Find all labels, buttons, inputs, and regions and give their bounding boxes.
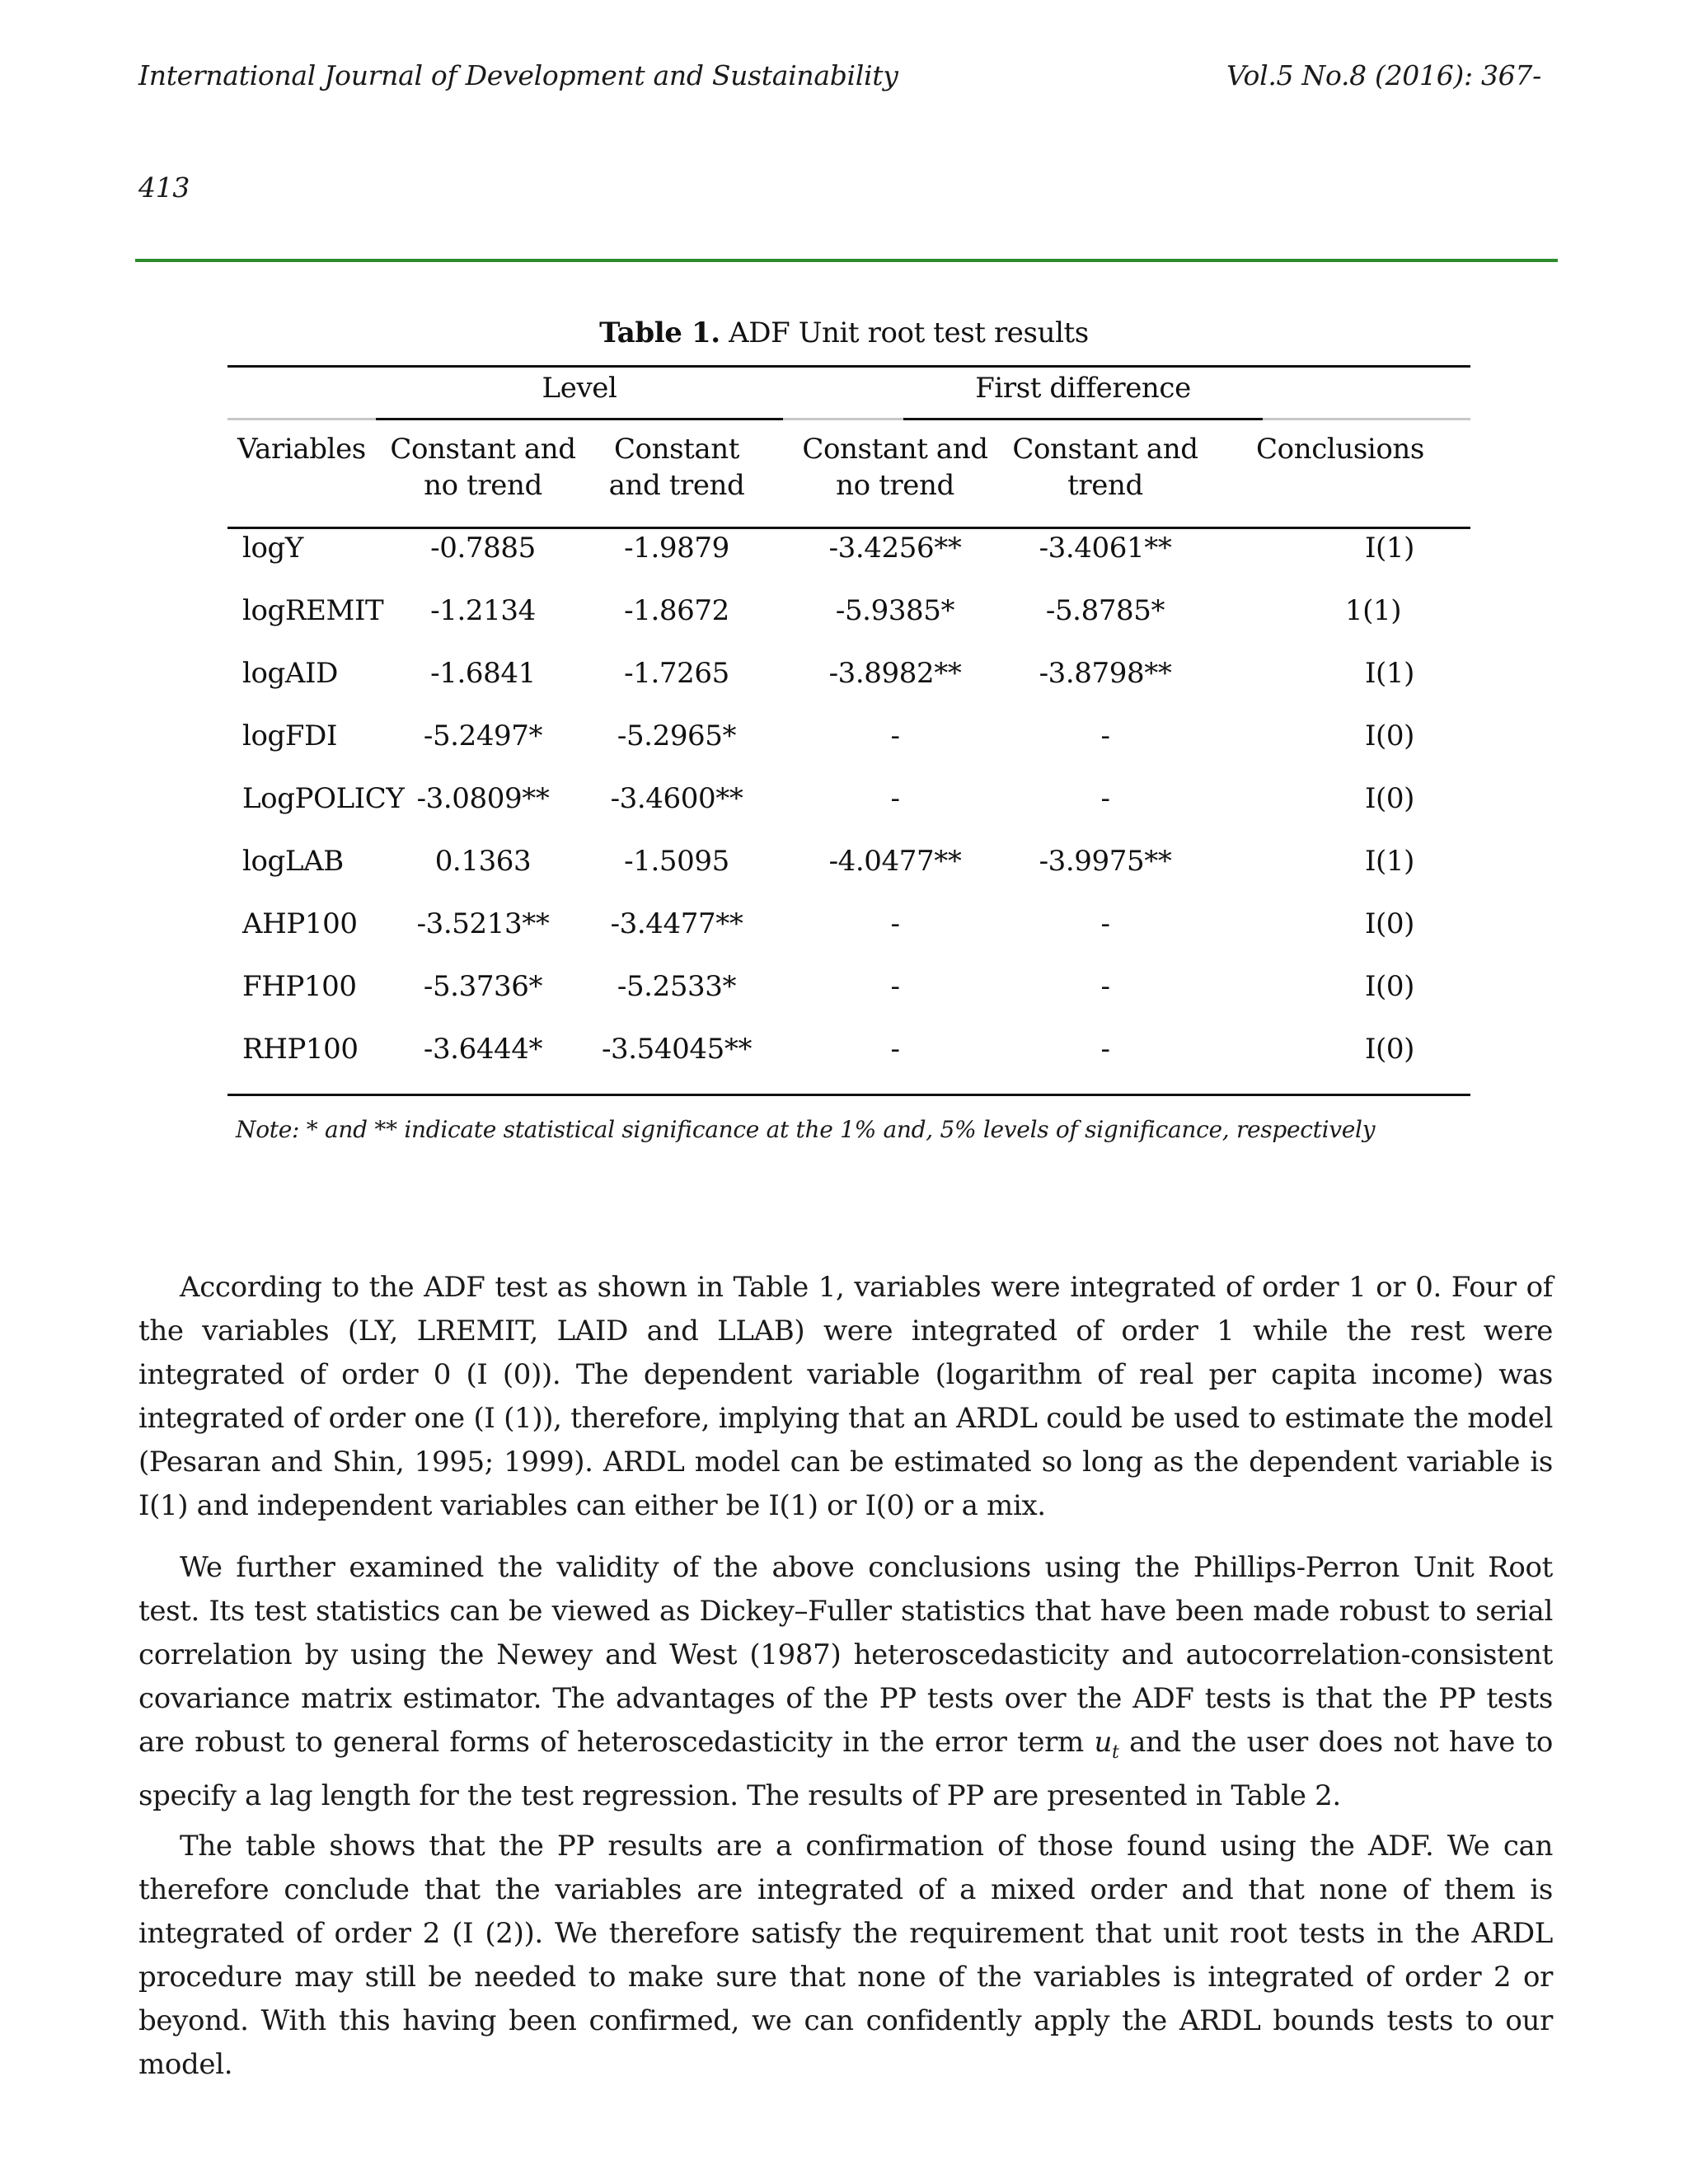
row-conclusion: I(1) <box>1365 532 1414 565</box>
paragraph-2-text-b: and the user does not have to specify a lag length for the test regression. The results of PP are presented in Table 2. <box>138 1726 1553 1812</box>
row-conclusion: I(1) <box>1365 845 1414 878</box>
row-variable: logREMIT <box>242 594 384 627</box>
first-difference-underline <box>903 418 1263 420</box>
row-level-const-trend: -1.8672 <box>624 594 729 627</box>
row-level-const-notrend: 0.1363 <box>434 845 532 878</box>
row-level-const-trend: -5.2533* <box>617 970 737 1003</box>
row-fd-const-trend: - <box>1100 907 1110 940</box>
row-fd-const-notrend: - <box>890 907 900 940</box>
row-variable: FHP100 <box>242 970 357 1003</box>
row-fd-const-notrend: -3.8982** <box>828 657 962 690</box>
row-fd-const-notrend: - <box>890 970 900 1003</box>
row-level-const-notrend: -3.5213** <box>416 907 550 940</box>
table-caption <box>0 316 1688 349</box>
row-fd-const-notrend: - <box>890 782 900 815</box>
row-variable: logFDI <box>242 719 337 752</box>
row-level-const-notrend: -0.7885 <box>430 532 536 565</box>
row-variable: LogPOLICY <box>242 782 405 815</box>
row-conclusion: I(0) <box>1365 907 1414 940</box>
journal-title: International Journal of Development and Sustainability <box>138 59 898 91</box>
col-header-conclusions: Conclusions <box>1256 433 1424 466</box>
row-level-const-trend: -3.4600** <box>610 782 743 815</box>
row-fd-const-trend: -3.4061** <box>1039 532 1172 565</box>
volume-info: Vol.5 No.8 (2016): 367- <box>1226 59 1541 91</box>
paragraph-3-text: The table shows that the PP results are a confirmation of those found using the ADF. We can therefore conclude that the variables are integrated of a mixed order and that none of them is integrated of order 2 (I (2)). We therefore satisfy the requirement that unit root tests in the ARDL procedure may still be needed to make sure that none of the variables is integrated of order 2 or beyond. With this having been confirmed, we can confidently apply the ARDL bounds tests to our model. <box>138 1830 1553 2081</box>
table-caption-text: ADF Unit root test results <box>729 316 1089 349</box>
row-fd-const-notrend: -4.0477** <box>828 845 962 878</box>
table-bottom-rule <box>227 1094 1470 1096</box>
row-fd-const-notrend: -3.4256** <box>828 532 962 565</box>
row-level-const-trend: -1.9879 <box>624 532 729 565</box>
table-header-rule <box>227 527 1470 529</box>
row-fd-const-trend: -5.8785* <box>1045 594 1165 627</box>
row-conclusion: I(0) <box>1365 1033 1414 1066</box>
row-level-const-notrend: -1.2134 <box>430 594 536 627</box>
row-fd-const-trend: - <box>1100 782 1110 815</box>
col-header-fd-const-trend-line2: trend <box>1067 469 1143 502</box>
group-header-first-difference: First difference <box>975 372 1191 405</box>
col-header-fd-const-notrend-line2: no trend <box>836 469 954 502</box>
row-level-const-notrend: -1.6841 <box>430 657 536 690</box>
row-fd-const-trend: - <box>1100 970 1110 1003</box>
col-header-variables: Variables <box>237 433 366 466</box>
row-level-const-notrend: -3.0809** <box>416 782 550 815</box>
body-paragraph-3 <box>138 1825 1553 2087</box>
row-fd-const-trend: -3.8798** <box>1039 657 1172 690</box>
row-fd-const-trend: -3.9975** <box>1039 845 1172 878</box>
row-level-const-trend: -3.4477** <box>610 907 743 940</box>
col-header-level-const-notrend-line1: Constant and <box>390 433 576 466</box>
row-fd-const-notrend: - <box>890 1033 900 1066</box>
row-level-const-trend: -5.2965* <box>617 719 737 752</box>
paragraph-1-text: According to the ADF test as shown in Table 1, variables were integrated of order 1 or 0. Four of the variables (LY, LREMIT, LAID and LLAB) were integrated of order 1 while the rest were integrated of order 0 (I (0)). The dependent variable (logarithm of real per capita income) was integrated of order one (I (1)), therefore, implying that an ARDL could be used to estimate the model (Pesaran and Shin, 1995; 1999). ARDL model can be estimated so long as the dependent variable is I(1) and independent variables can either be I(1) or I(0) or a mix. <box>138 1271 1553 1522</box>
table-caption-label: Table 1. <box>599 316 720 349</box>
row-variable: logLAB <box>242 845 344 878</box>
col-header-level-const-trend-line1: Constant <box>613 433 740 466</box>
row-fd-const-notrend: - <box>890 719 900 752</box>
row-variable: logY <box>242 532 303 565</box>
row-conclusion: 1(1) <box>1344 594 1402 627</box>
row-conclusion: I(0) <box>1365 782 1414 815</box>
error-term-symbol <box>1094 1726 1119 1763</box>
row-fd-const-trend: - <box>1100 1033 1110 1066</box>
row-variable: logAID <box>242 657 338 690</box>
error-term-u: u <box>1094 1726 1113 1759</box>
row-conclusion: I(0) <box>1365 719 1414 752</box>
row-level-const-notrend: -5.2497* <box>423 719 543 752</box>
row-level-const-notrend: -3.6444* <box>423 1033 543 1066</box>
error-term-subscript: t <box>1112 1741 1119 1763</box>
row-fd-const-trend: - <box>1100 719 1110 752</box>
level-underline <box>376 418 783 420</box>
table-top-rule <box>227 365 1470 368</box>
row-level-const-trend: -1.7265 <box>624 657 729 690</box>
row-conclusion: I(1) <box>1365 657 1414 690</box>
row-variable: RHP100 <box>242 1033 359 1066</box>
col-header-level-const-notrend-line2: no trend <box>424 469 542 502</box>
col-header-fd-const-trend-line1: Constant and <box>1012 433 1198 466</box>
col-header-level-const-trend-line2: and trend <box>608 469 745 502</box>
row-fd-const-notrend: -5.9385* <box>835 594 955 627</box>
header-divider <box>135 259 1558 262</box>
body-paragraph-1 <box>138 1266 1553 1528</box>
row-level-const-trend: -3.54045** <box>601 1033 753 1066</box>
page-range-end: 413 <box>138 171 190 204</box>
group-header-level: Level <box>542 372 617 405</box>
row-conclusion: I(0) <box>1365 970 1414 1003</box>
body-paragraph-2 <box>138 1546 1553 1818</box>
row-variable: AHP100 <box>242 907 358 940</box>
row-level-const-notrend: -5.3736* <box>423 970 543 1003</box>
paragraph-2-text-a: We further examined the validity of the above conclusions using the Phillips-Perron Unit Root test. Its test statistics can be viewed as Dickey–Fuller statistics that have been made robust to serial correlation by using the Newey and West (1987) heteroscedasticity and autocorrelation-consistent covariance matrix estimator. The advantages of the PP tests over the ADF tests is that the PP tests are robust to general forms of heteroscedasticity in the error term <box>138 1551 1553 1759</box>
row-level-const-trend: -1.5095 <box>624 845 729 878</box>
col-header-fd-const-notrend-line1: Constant and <box>802 433 988 466</box>
table-note: Note: * and ** indicate statistical significance at the 1% and, 5% levels of significance, respectively <box>236 1116 1376 1143</box>
